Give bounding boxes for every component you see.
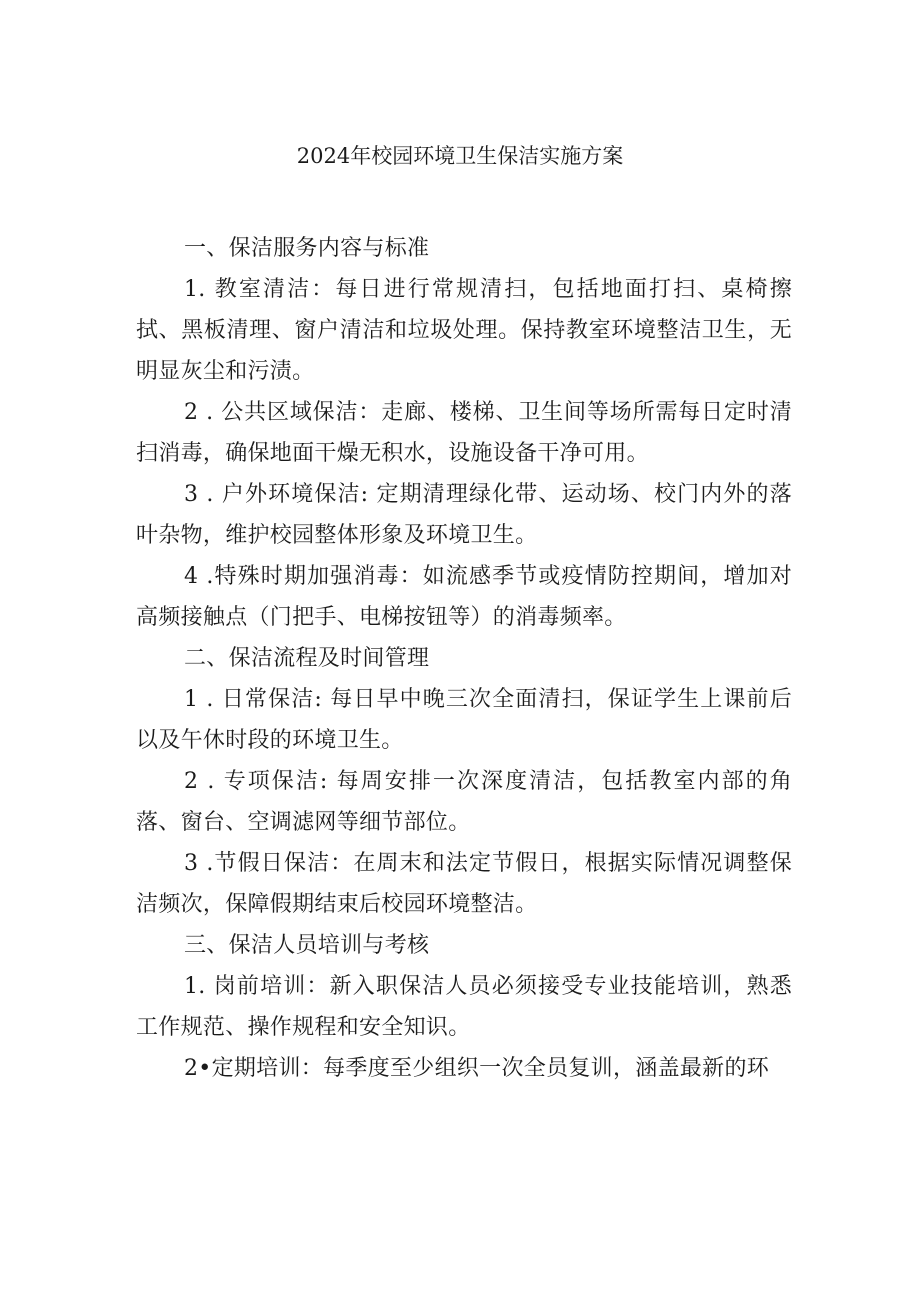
document-body bbox=[136, 228, 792, 1089]
paragraph-holiday-cleaning: 3 .节假日保洁：在周末和法定节假日，根据实际情况调整保洁频次，保障假期结束后校园环境整洁。 bbox=[136, 851, 792, 917]
paragraph-regular-training: 2•定期培训：每季度至少组织一次全员复训，涵盖最新的环 bbox=[184, 1056, 770, 1081]
paragraph-special-cleaning: 2 . 专项保洁: 每周安排一次深度清洁，包括教室内部的角落、窗台、空调滤网等细节部位。 bbox=[136, 769, 792, 835]
document-title: 2024年校园环境卫生保洁实施方案 bbox=[296, 144, 624, 168]
paragraph-pre-job-training: 1. 岗前培训：新入职保洁人员必须接受专业技能培训，熟悉工作规范、操作规程和安全知识。 bbox=[136, 974, 792, 1040]
section-heading-2: 二、保洁流程及时间管理 bbox=[184, 646, 430, 671]
paragraph-outdoor-cleaning: 3 . 户外环境保洁: 定期清理绿化带、运动场、校门内外的落叶杂物，维护校园整体形象及环境卫生。 bbox=[136, 482, 792, 548]
paragraph-daily-cleaning: 1 . 日常保洁: 每日早中晚三次全面清扫，保证学生上课前后以及午休时段的环境卫生。 bbox=[136, 687, 792, 753]
section-heading-3: 三、保洁人员培训与考核 bbox=[184, 933, 430, 958]
paragraph-special-disinfection: 4 .特殊时期加强消毒：如流感季节或疫情防控期间，增加对高频接触点（门把手、电梯按钮等）的消毒频率。 bbox=[136, 564, 792, 630]
section-heading-1: 一、保洁服务内容与标准 bbox=[184, 236, 430, 261]
paragraph-public-area-cleaning: 2 . 公共区域保洁：走廊、楼梯、卫生间等场所需每日定时清扫消毒，确保地面干燥无积水，设施设备干净可用。 bbox=[136, 400, 792, 466]
paragraph-classroom-cleaning: 1. 教室清洁：每日进行常规清扫，包括地面打扫、桌椅擦拭、黑板清理、窗户清洁和垃圾处理。保持教室环境整洁卫生，无明显灰尘和污渍。 bbox=[136, 277, 792, 384]
